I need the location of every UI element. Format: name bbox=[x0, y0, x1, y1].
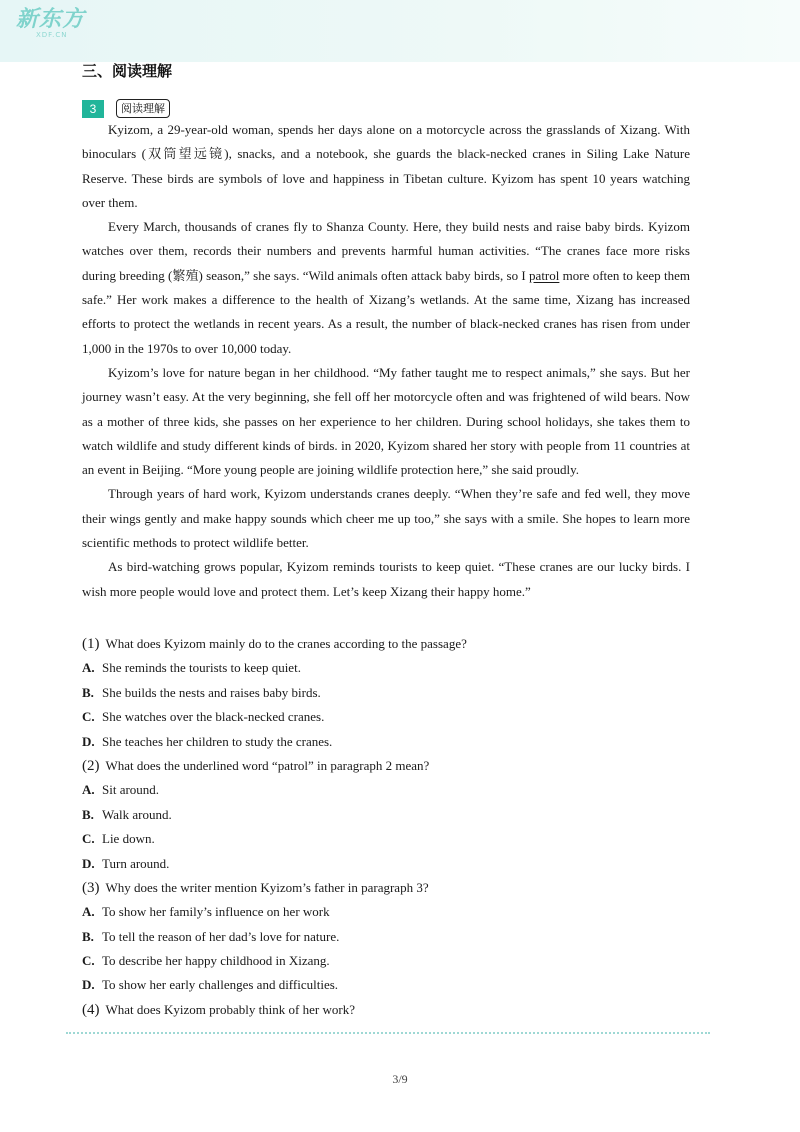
question-type-tag: 阅读理解 bbox=[116, 99, 170, 118]
paragraph-5: As bird-watching grows popular, Kyizom reminds tourists to keep quiet. “These cranes are our lucky birds. I wish more people would love and protect them. Let’s keep Xizang their happy home.” bbox=[82, 559, 690, 599]
option-3b: B. To tell the reason of her dad’s love for nature. bbox=[82, 928, 340, 944]
logo-main-text: 新东方 bbox=[16, 7, 86, 32]
header-band bbox=[0, 0, 800, 62]
option-1a: A. She reminds the tourists to keep quiet. bbox=[82, 660, 301, 676]
option-1d: D. She teaches her children to study the cranes. bbox=[82, 733, 333, 749]
question-2-number: (2) bbox=[82, 757, 100, 774]
option-3d: D. To show her early challenges and difficulties. bbox=[82, 977, 339, 993]
question-2 bbox=[82, 754, 690, 778]
question-list bbox=[82, 632, 690, 1022]
paragraph-1: Kyizom, a 29-year-old woman, spends her days alone on a motorcycle across the grasslands of Xizang. With binoculars (双筒望远镜), snacks, and a notebook, she guards the black-necked cranes in Siling Lake Nature Reserve. These birds are symbols of love and happiness in Tibetan culture. Kyizom has spent 10 years watching over them. bbox=[82, 122, 690, 210]
question-number-badge: 3 bbox=[82, 100, 104, 118]
paragraph-2-part-1: Every March, thousands of cranes fly to Shanza County. Here, they build nests and raise baby birds. Kyizom watches over them, records their numbers and prevents harmful human activities. “The cranes face more risks during breeding (繁殖) season,” she says. “Wild animals often attack baby birds, so I bbox=[82, 219, 690, 283]
question-4-text: What does Kyizom probably think of her work? bbox=[105, 1001, 355, 1017]
underlined-word: patrol bbox=[529, 267, 560, 283]
question-3-number: (3) bbox=[82, 879, 100, 896]
footer-divider bbox=[66, 1032, 710, 1034]
section-title: 三、阅读理解 bbox=[82, 62, 173, 80]
logo-sub-text: XDF.CN bbox=[36, 31, 68, 39]
question-3 bbox=[82, 876, 690, 900]
question-4 bbox=[82, 998, 690, 1022]
question-4-number: (4) bbox=[82, 1001, 100, 1018]
option-3a: A. To show her family’s influence on her work bbox=[82, 904, 330, 920]
paragraph-4: Through years of hard work, Kyizom understands cranes deeply. “When they’re safe and fed well, they move their wings gently and make happy sounds which cheer me up too,” she says with a smile. She hopes to learn more scientific methods to protect wildlife better. bbox=[82, 486, 690, 551]
option-2d: D. Turn around. bbox=[82, 855, 170, 871]
paragraph-2 bbox=[82, 215, 690, 361]
option-2a: A. Sit around. bbox=[82, 782, 160, 798]
question-1 bbox=[82, 632, 690, 656]
xdf-logo bbox=[16, 8, 86, 44]
paragraph-3: Kyizom’s love for nature began in her childhood. “My father taught me to respect animals,” she says. But her journey wasn’t easy. At the very beginning, she fell off her motorcycle often and was frightened of wild bears. Now as a mother of three kids, she passes on her experience to her children. During school holidays, she takes them to watch wildlife and study different kinds of birds. in 2020, Kyizom shared her story with people from 11 countries at an event in Beijing. “More young people are joining wildlife protection here,” she said proudly. bbox=[82, 364, 690, 478]
question-1-number: (1) bbox=[82, 636, 100, 652]
option-1b: B. She builds the nests and raises baby birds. bbox=[82, 684, 321, 700]
option-1c: C. She watches over the black-necked cranes. bbox=[82, 709, 325, 725]
reading-passage bbox=[82, 118, 690, 604]
question-2-text: What does the underlined word “patrol” in paragraph 2 mean? bbox=[105, 757, 430, 773]
paragraph-2-part-2: more often to keep them safe.” Her work makes a difference to the health of Xizang’s wetlands. At the same time, Xizang has increased efforts to protect the wetlands in recent years. As a result, the number of black-necked cranes has risen from under 1,000 in the 1970s to over 10,000 today. bbox=[82, 267, 690, 356]
option-2b: B. Walk around. bbox=[82, 806, 172, 822]
question-3-text: Why does the writer mention Kyizom’s father in paragraph 3? bbox=[105, 879, 429, 895]
question-1-text: What does Kyizom mainly do to the cranes according to the passage? bbox=[105, 636, 467, 651]
option-3c: C. To describe her happy childhood in Xizang. bbox=[82, 953, 330, 969]
question-header bbox=[82, 99, 170, 119]
option-2c: C. Lie down. bbox=[82, 831, 155, 847]
page-number: 3/9 bbox=[392, 1072, 408, 1086]
